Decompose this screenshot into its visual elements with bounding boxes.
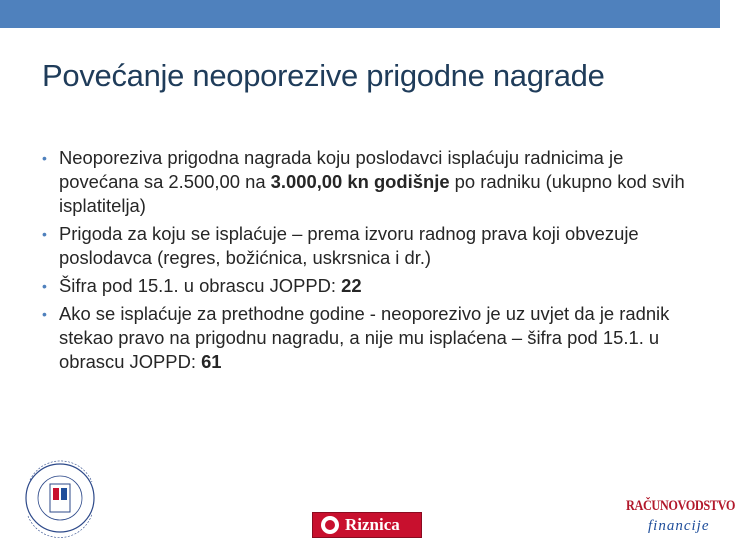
bullet-dot-icon: •: [42, 306, 47, 322]
bullet-item: [42, 146, 692, 218]
bullet-text: Šifra pod 15.1. u obrascu JOPPD:: [59, 275, 342, 296]
bullet-text-bold: 3.000,00 kn godišnje: [270, 171, 450, 192]
slide-title: Povećanje neoporezive prigodne nagrade: [42, 58, 605, 93]
racunovodstvo-financije-logo: [622, 496, 735, 540]
bullet-item: [42, 222, 692, 270]
riznica-seal-icon: [321, 516, 339, 534]
bullet-text: Prigoda za koju se isplaćuje – prema izvoru radnog prava koji obvezuje poslodavca (regres, božićnica, uskrsnica i dr.): [59, 223, 639, 268]
bullet-dot-icon: •: [42, 278, 47, 294]
racunovodstvo-logo-text: RAČUNOVODSTVO: [626, 498, 735, 514]
top-accent-bar: [0, 0, 720, 28]
association-logo: [0, 460, 110, 540]
bullet-text: po radniku (ukupno kod svih isplatitelja): [59, 171, 685, 216]
bullet-item: [42, 274, 692, 298]
bullet-text-bold: 61: [201, 351, 222, 372]
riznica-logo: [312, 512, 422, 538]
bullet-text: Neoporeziva prigodna nagrada koju poslodavci isplaćuju radnicima je povećana sa 2.500,00 na: [59, 147, 624, 192]
bullet-dot-icon: •: [42, 226, 47, 242]
riznica-logo-text: Riznica: [345, 515, 400, 534]
financije-logo-text: financije: [648, 518, 710, 534]
bullet-dot-icon: •: [42, 150, 47, 166]
bullet-text: Ako se isplaćuje za prethodne godine - neoporezivo je uz uvjet da je radnik stekao pravo na prigodnu nagradu, a nije mu isplaćena – šifra pod 15.1. u obrascu JOPPD:: [59, 303, 670, 372]
bullet-list: [42, 146, 692, 378]
bullet-text-bold: 22: [341, 275, 362, 296]
bullet-item: [42, 302, 692, 374]
